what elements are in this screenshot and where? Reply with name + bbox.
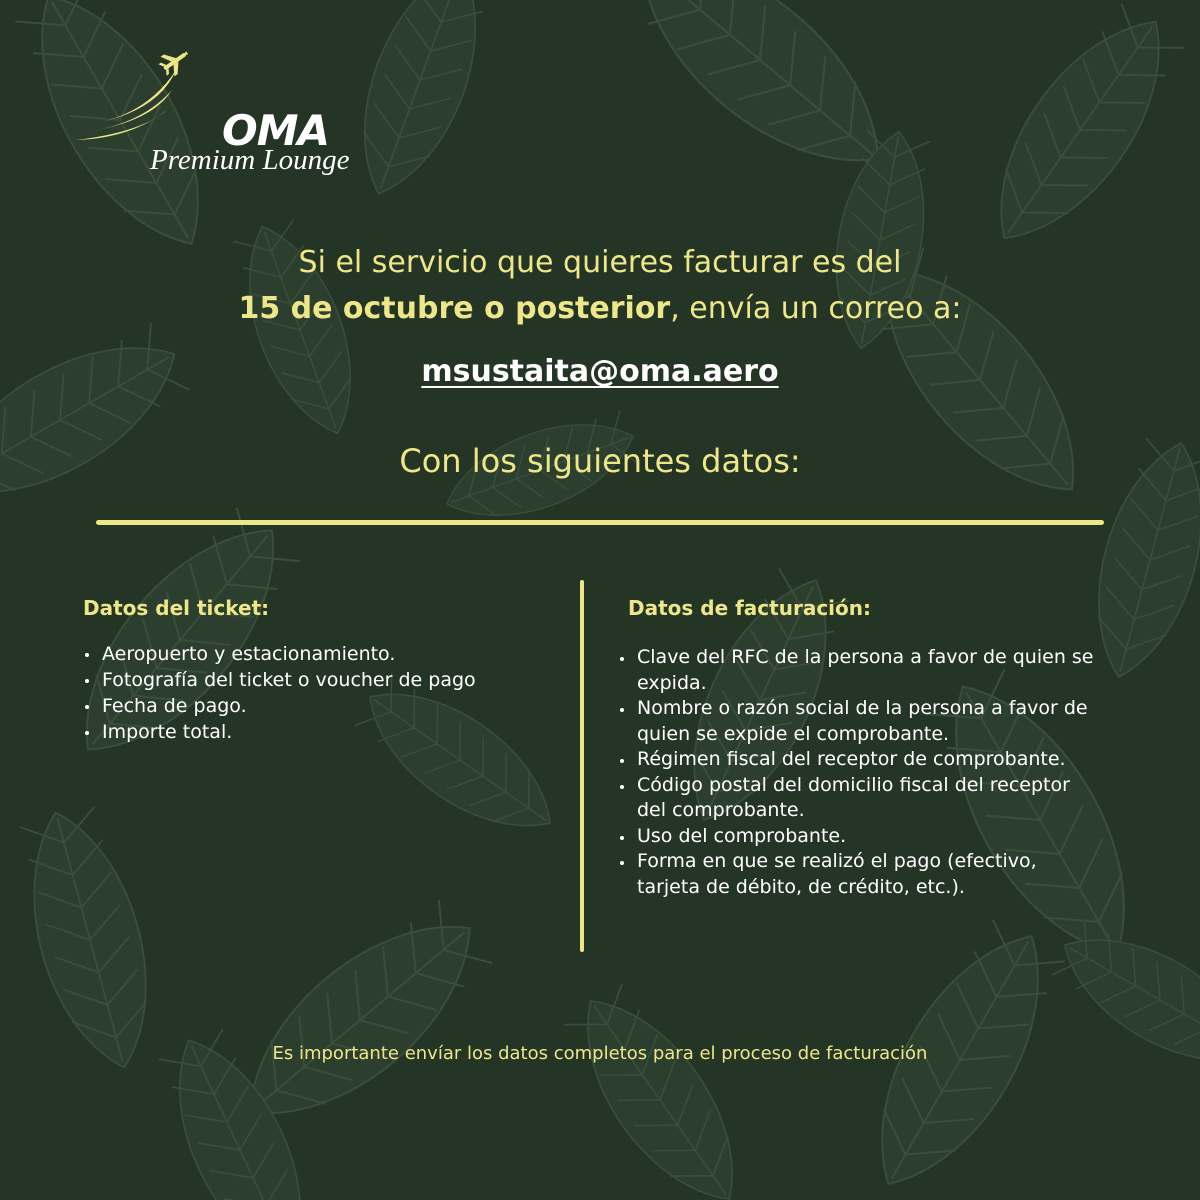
list-item: Régimen fiscal del receptor de comprobante. [617,747,1097,773]
list-item: Clave del RFC de la persona a favor de quien se expida. [617,645,1097,696]
oma-logo [72,40,392,190]
headline-date-bold: 15 de octubre o posterior [238,291,671,326]
horizontal-divider [96,520,1104,525]
billing-list [617,645,1097,900]
ticket-title: Datos del ticket: [83,596,270,620]
list-item: Forma en que se realizó el pago (efectivo, tarjeta de débito, de crédito, etc.). [617,849,1097,900]
logo-subtitle: Premium Lounge [150,144,350,176]
ticket-list [82,641,476,745]
subheading: Con los siguientes datos: [399,442,801,480]
email-link[interactable]: msustaita@oma.aero [421,354,779,389]
headline-line2-rest: , envía un correo a: [670,291,962,326]
list-item: Importe total. [82,719,476,745]
vertical-divider [580,580,584,952]
email-line [0,354,1200,389]
footer-note: Es importante envíar los datos completos para el proceso de facturación [272,1043,928,1064]
headline [0,240,1200,332]
list-item: Fecha de pago. [82,693,476,719]
list-item: Aeropuerto y estacionamiento. [82,641,476,667]
headline-line1: Si el servicio que quieres facturar es del [298,245,902,280]
list-item: Código postal del domicilio fiscal del receptor del comprobante. [617,773,1097,824]
logo-wordmark: OMA [222,106,330,155]
list-item: Fotografía del ticket o voucher de pago [82,667,476,693]
list-item: Uso del comprobante. [617,824,1097,850]
list-item: Nombre o razón social de la persona a favor de quien se expide el comprobante. [617,696,1097,747]
headline-line2 [0,286,1200,332]
billing-title: Datos de facturación: [628,596,872,620]
